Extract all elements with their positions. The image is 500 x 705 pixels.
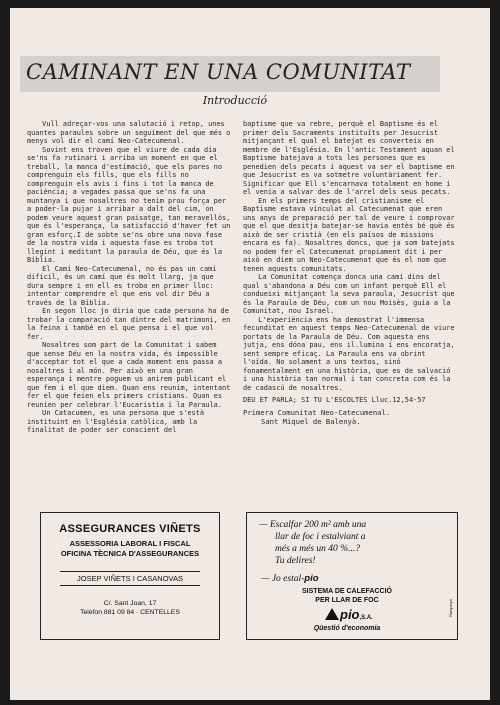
- signature-line-2: Sant Miquel de Balenyà.: [261, 416, 361, 426]
- slogan-line: Tu delires!: [275, 556, 316, 566]
- system-line-2: PER LLAR DE FOC: [315, 597, 379, 604]
- article-left-column: [27, 120, 232, 435]
- ad-phone: Telèfon 881 09 84 · CENTELLES: [80, 609, 180, 616]
- ad-person-name: JOSEP VIÑETS I CASANOVAS: [60, 571, 200, 586]
- paragraph: En els primers temps del cristianisme el Baptisme estava vinculat al Catecumenat que eren uns anys de preparació per tal de veure i comprovar que el que desitja batejar-se havia entès bé què és això de ser cristià (en els països de missions encara es fa). Nosaltres doncs, que ja som batejats no podem fer el Catecumenat propiament dit i per això en diem un Neo-Catecumenat que és el nom que tenen aquests comunitats.: [243, 196, 455, 273]
- article-right-column: [243, 120, 455, 426]
- triangle-logo-icon: [325, 608, 339, 620]
- paragraph: Nosaltres som part de la Comunitat i sabem que sense Déu en la nostra vida, és impossible d'acceptar tot el que a cada moment ens passa a nosaltres i al món. Per això en una gran esperança i mentre poguem us anirem publicant el que fem i el que diem. Quan ens reunim, intentant fer el que feien els primers cristians. Quan es reunien per celebrar l'Eucaristia i la Paraula.: [27, 341, 231, 409]
- pio-logo: [325, 607, 373, 623]
- paragraph: Vull adreçar-vos una salutació i retop, unes quantes paraules sobre un seguiment del que més o menys vol dir el camí Neo-Catecumenal.: [27, 120, 231, 145]
- ad-company-name: ASSEGURANCES VIÑETS: [59, 523, 201, 535]
- slogan-line: — Escalfar 200 m² amb una: [259, 520, 367, 530]
- ad-slogan: [259, 519, 449, 567]
- ad-tagline: Qüestió d'economia: [313, 625, 381, 632]
- paragraph: Sovint ens troven que el viure de cada dia se'ns fa rutinari i arriba un moment en que el treball, la manca d'estimació, que els pares no comprenguin els fills, que els fills no comprenguin els avis i fins i tot la manca de paciència; a vegades passa que se'ns fa una muntanya i que nosaltres no tenim prou força per a poder-la pujar i arribar a dalt del cim, on podem veure aquest gran paisatge, tan meravellós, que és l'esperança, la satisfacció d'haver fet un gran esforç.I de sobte se'ns obre una nova fase de la nostra vida i aquesta fase es troba tot llegint i meditant la paraula de Déu, que és la Bíblia.: [27, 145, 231, 264]
- paragraph: Un Catacumen, es una persona que s'està instituint en l'Església catòlica, amb la finalitat de poder ser conscient del: [27, 409, 204, 434]
- ad-vertical-credit: Rampinyo: [448, 599, 453, 618]
- page-subtitle: Introducció: [202, 94, 268, 107]
- ad-service-line-2: OFICINA TÈCNICA D'ASSEGURANCES: [60, 549, 200, 558]
- ad-system-text: [247, 587, 447, 605]
- paragraph: baptisme que va rebre, perquè el Baptisme és el primer dels Sacraments instituïts per Jesucrist mitjançant el qual el batejat es converteix en membre de l'Església. En l'antic Testament aquan el Baptisme batejava a tots les persones que es penedien dels pecats i aquest va ser el baptisme en que Jesucrist es va sotmetre voluntàriament fer. Significar que Ell s'encarnava totalment en home i el venia a salvar des de l'arrel dels seus pecats.: [243, 120, 455, 196]
- logo-suffix: ,S.A.: [359, 615, 373, 621]
- paragraph: En segon lloc jo diria que cada persona ha de trobar la comparació tan dintre del matrimoni, en la feina i també en el que pensa i el que vol fer.: [27, 307, 231, 341]
- paragraph: El Camí Neo-Catecumenal, no és pas un camí difícil, és un camí que és molt llarg, ja que dura sempre i en ell es troba en primer lloc: intentar comprendre el que ens vol dir Déu a través de la Bíblia.: [27, 264, 217, 307]
- ad-service-line-1: ASSESSORIA LABORAL I FISCAL: [69, 539, 191, 548]
- brand-suffix: pio: [304, 573, 319, 584]
- paragraph: La Comunitat comença donca una camí dins del qual s'abandona a Déu com un infant perquè Ell el condueixi mitjançant la seva paraula, Jesucrist que és la Paraula de Déu, com un nou Moisès, guia a la Comunitat, nou Israel.: [243, 273, 455, 315]
- system-line-1: SISTEMA DE CALEFACCIÓ: [302, 588, 392, 595]
- brand-prefix: — Jo estal-: [261, 574, 305, 584]
- logo-text: pio: [340, 607, 360, 622]
- page-title: CAMINANT EN UNA COMUNITAT: [26, 60, 411, 84]
- insurance-advertisement: [40, 512, 220, 640]
- signature-line-1: Primera Comunitat Neo-Catecumenal.: [243, 407, 391, 417]
- slogan-line: llar de foc i estalviant a: [275, 532, 366, 542]
- ad-address: C/. Sant Joan, 17: [103, 600, 157, 607]
- ad-brand-line: [261, 573, 319, 584]
- scripture-citation: DEU ET PARLA; SI TU L'ESCOLTES Lluc.12,54-57: [243, 396, 426, 404]
- paragraph: L'experiència ens ha demostrat l'immensa fecunditat en aquest temps Neo-Catecumenal de viure portats de la Paraula de Déu. Com aquesta ens jutja, ens dóna pau, ens il.lumina i ens encoratja, sent sempre eficaç. La Paraula ens va obrint l'oïda. No solament a uns textos, sinó fonamentalment en una història, que es de salvació i una història tan normal i tan concreta com és la de cadascú de nosaltres.: [243, 315, 455, 392]
- slogan-line: més a més un 40 %...?: [275, 544, 360, 554]
- heating-advertisement: [246, 512, 458, 640]
